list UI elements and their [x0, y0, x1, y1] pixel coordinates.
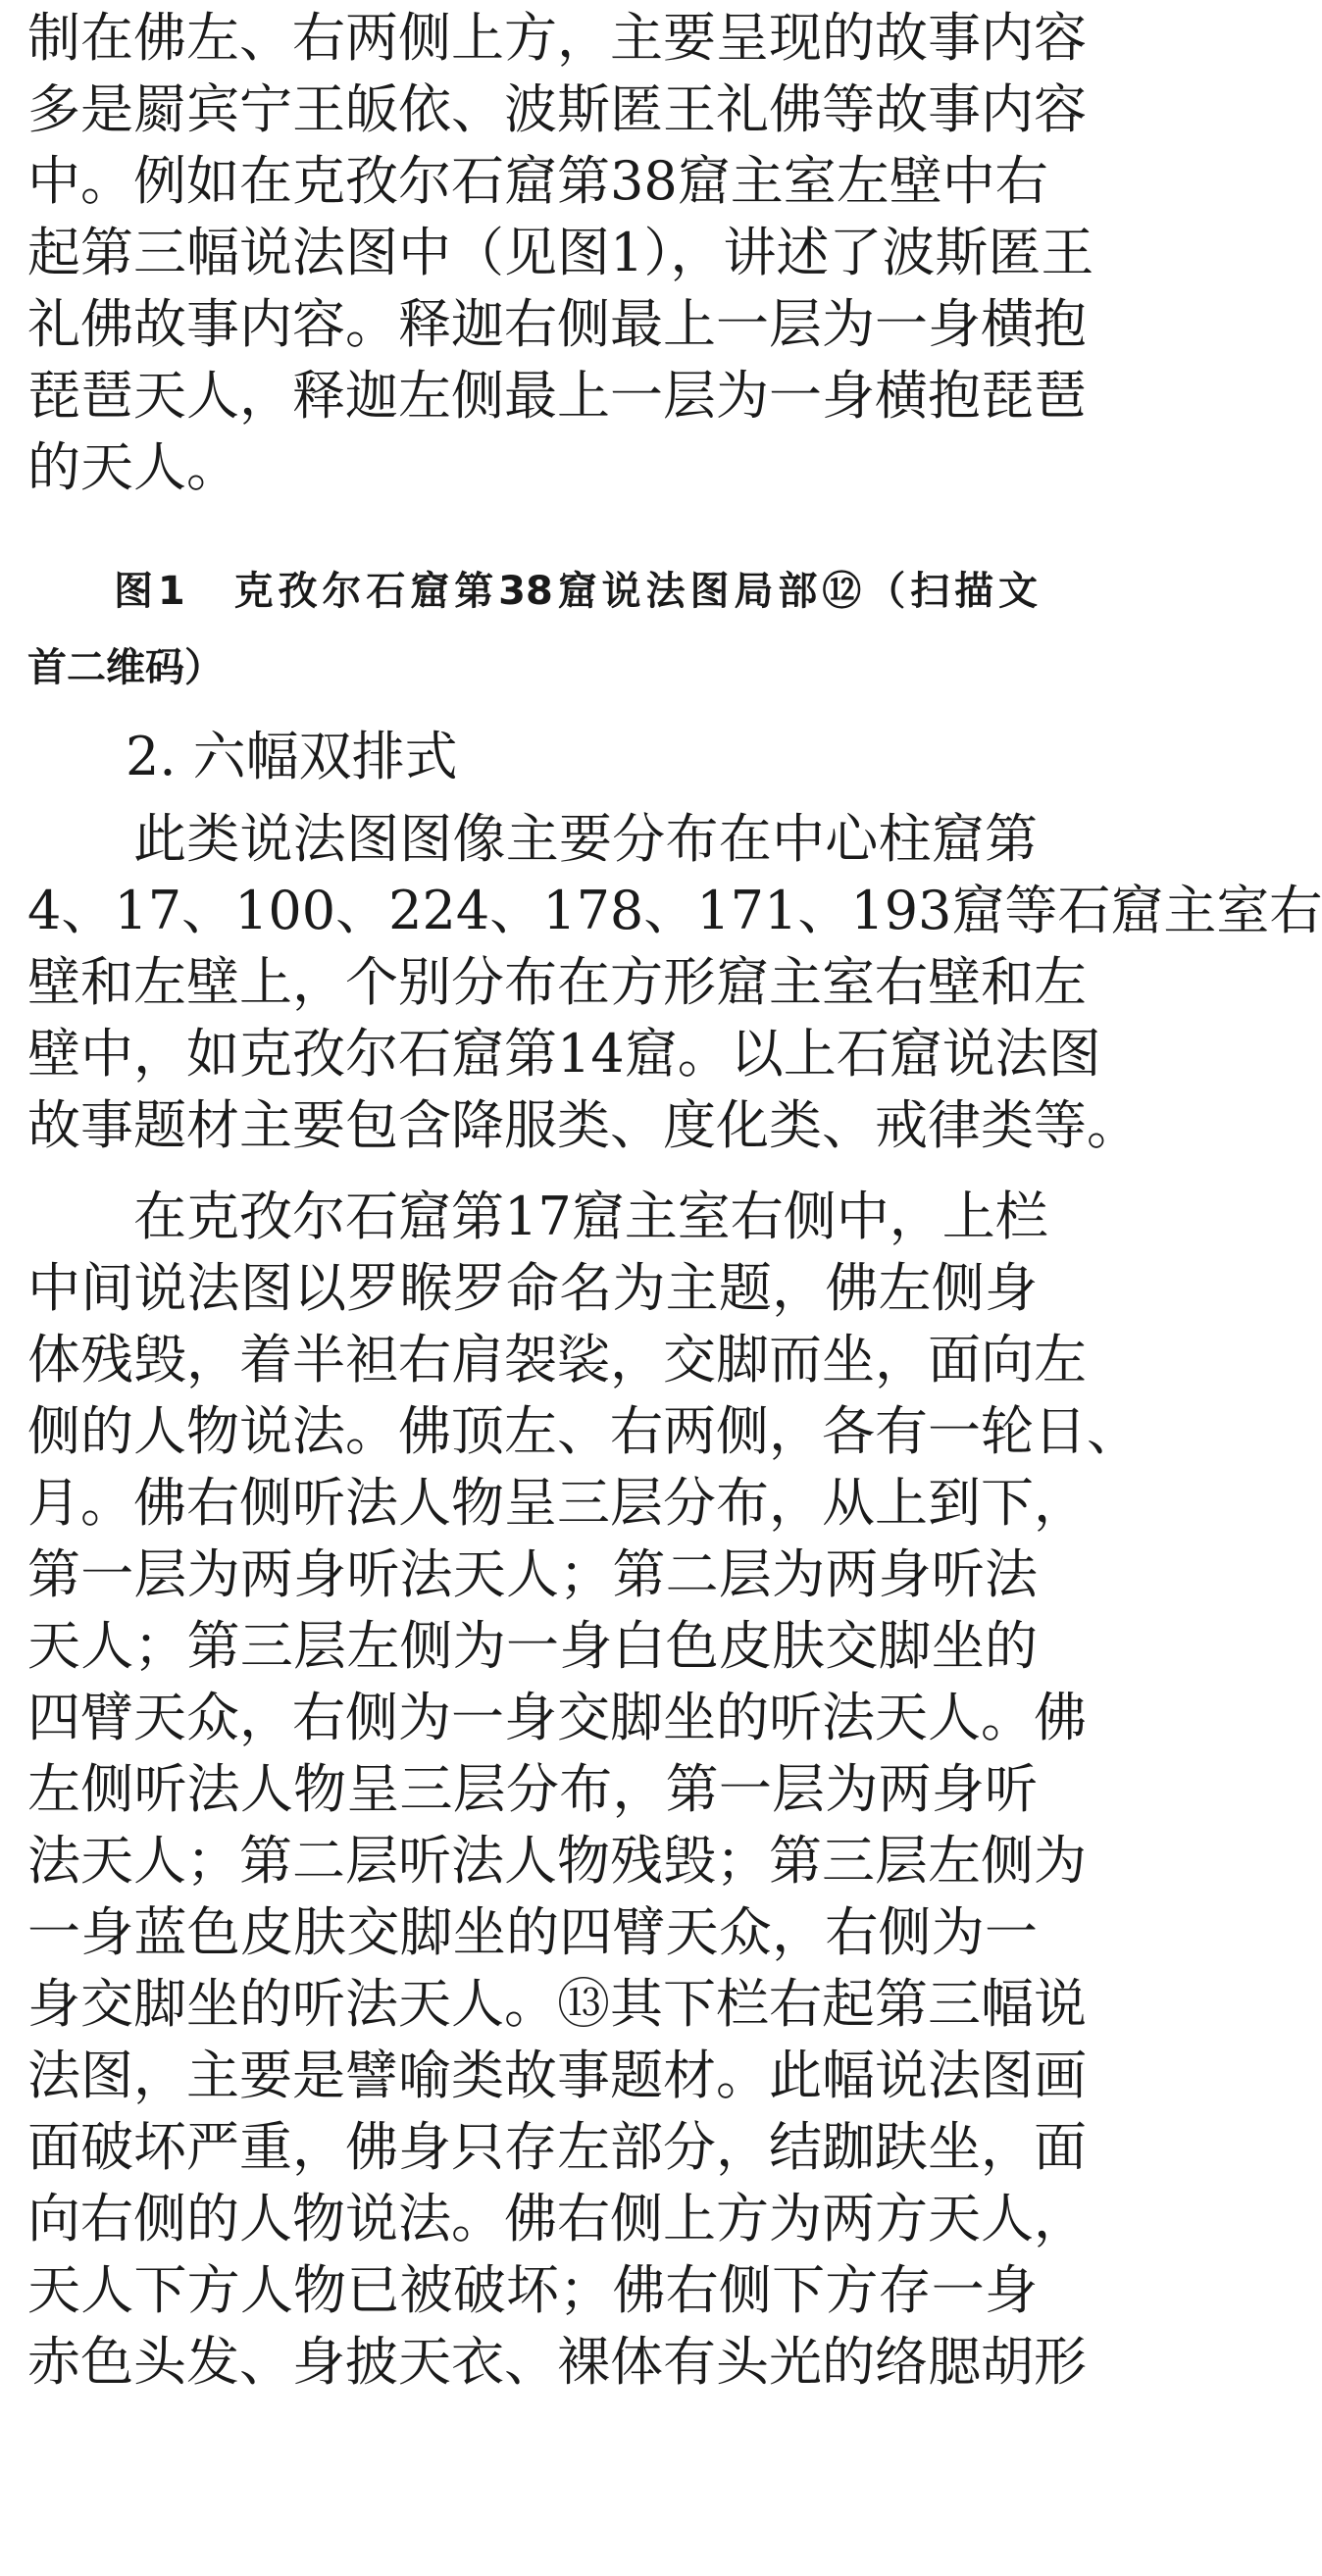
text-line: 身交脚坐的听法天人。⑬其下栏右起第三幅说	[27, 1973, 1087, 2035]
text-line: 侧的人物说法。佛顶左、右两侧，各有一轮日、	[27, 1400, 1140, 1462]
text-line: 中。例如在克孜尔石窟第38窟主室左壁中右	[27, 150, 1048, 212]
text-line: 法天人；第二层听法人物残毁；第三层左侧为	[27, 1830, 1087, 1892]
text-line: 多是罽宾宁王皈依、波斯匿王礼佛等故事内容	[27, 78, 1087, 140]
text-line: 的天人。	[27, 436, 239, 498]
text-line: 天人；第三层左侧为一身白色皮肤交脚坐的	[27, 1615, 1038, 1677]
text-line: 面破坏严重，佛身只存左部分，结跏趺坐，面	[27, 2116, 1087, 2178]
text-line: 一身蓝色皮肤交脚坐的四臂天众，右侧为一	[27, 1901, 1038, 1963]
text-line: 赤色头发、身披天衣、裸体有头光的络腮胡形	[27, 2331, 1087, 2393]
figure-caption: 图1 克孜尔石窟第38窟说法图局部⑫（扫描文	[114, 569, 1038, 614]
text-line: 中间说法图以罗睺罗命名为主题，佛左侧身	[27, 1257, 1038, 1319]
text-line: 琵琶天人，释迦左侧最上一层为一身横抱琵琶	[27, 365, 1087, 427]
text-line: 此类说法图图像主要分布在中心柱窟第	[133, 808, 1038, 870]
text-line: 礼佛故事内容。释迦右侧最上一层为一身横抱	[27, 293, 1087, 355]
text-line: 向右侧的人物说法。佛右侧上方为两方天人，	[27, 2188, 1087, 2249]
text-line: 天人下方人物已被破坏；佛右侧下方存一身	[27, 2259, 1038, 2321]
text-line: 壁中，如克孜尔石窟第14窟。以上石窟说法图	[27, 1023, 1101, 1085]
text-line: 左侧听法人物呈三层分布，第一层为两身听	[27, 1758, 1038, 1820]
text-line: 起第三幅说法图中（见图1），讲述了波斯匿王	[27, 222, 1094, 283]
text-line: 壁和左壁上，个别分布在方形窟主室右壁和左	[27, 951, 1087, 1013]
text-line: 体残毁，着半袒右肩袈裟，交脚而坐，面向左	[27, 1329, 1087, 1390]
text-line: 4、17、100、224、178、171、193窟等石窟主室右	[27, 880, 1322, 941]
section-heading: 2. 六幅双排式	[126, 726, 458, 787]
text-line: 法图，主要是譬喻类故事题材。此幅说法图画	[27, 2045, 1087, 2106]
text-line: 故事题材主要包含降服类、度化类、戒律类等。	[27, 1094, 1140, 1156]
text-line: 四臂天众，右侧为一身交脚坐的听法天人。佛	[27, 1687, 1087, 1748]
text-line: 在克孜尔石窟第17窟主室右侧中，上栏	[133, 1186, 1048, 1247]
figure-caption: 首二维码）	[27, 645, 224, 690]
text-line: 月。佛右侧听法人物呈三层分布，从上到下，	[27, 1472, 1087, 1534]
text-line: 制在佛左、右两侧上方，主要呈现的故事内容	[27, 7, 1087, 69]
text-line: 第一层为两身听法天人；第二层为两身听法	[27, 1543, 1038, 1605]
